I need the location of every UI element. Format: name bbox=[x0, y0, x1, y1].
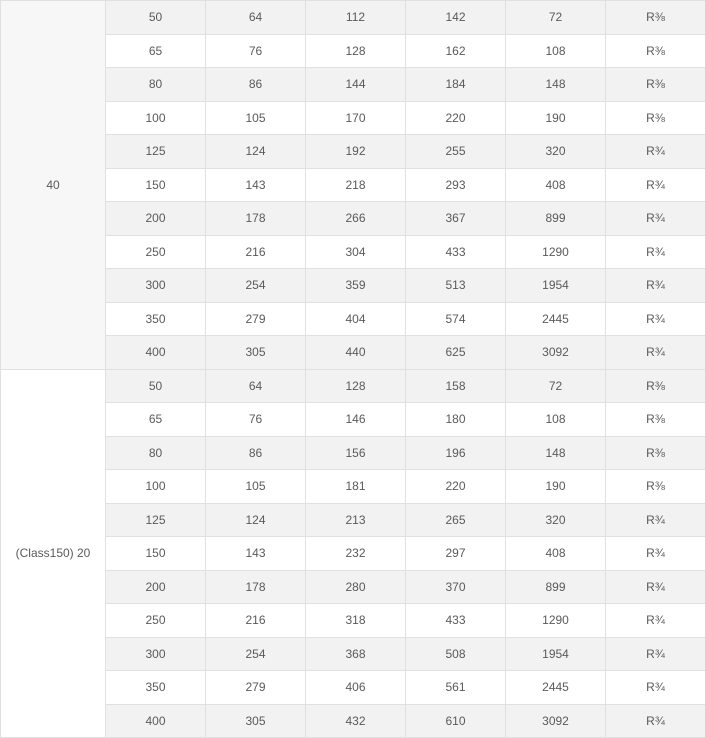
table-row bbox=[1, 302, 705, 336]
cell-thread: R¾ bbox=[606, 302, 705, 336]
cell-b: 368 bbox=[306, 637, 406, 671]
cell-thread: R¾ bbox=[606, 168, 705, 202]
table-row bbox=[1, 235, 705, 269]
cell-size: 150 bbox=[106, 537, 206, 571]
cell-c: 255 bbox=[406, 135, 506, 169]
cell-thread: R¾ bbox=[606, 202, 705, 236]
cell-b: 304 bbox=[306, 235, 406, 269]
cell-b: 440 bbox=[306, 336, 406, 370]
cell-d: 72 bbox=[506, 1, 606, 35]
table-row bbox=[1, 570, 705, 604]
cell-thread: R¾ bbox=[606, 604, 705, 638]
cell-size: 200 bbox=[106, 570, 206, 604]
cell-a: 76 bbox=[206, 34, 306, 68]
table-row bbox=[1, 101, 705, 135]
cell-b: 404 bbox=[306, 302, 406, 336]
cell-a: 64 bbox=[206, 369, 306, 403]
table-row bbox=[1, 671, 705, 705]
cell-size: 250 bbox=[106, 604, 206, 638]
cell-b: 192 bbox=[306, 135, 406, 169]
cell-a: 216 bbox=[206, 604, 306, 638]
cell-d: 148 bbox=[506, 68, 606, 102]
cell-d: 3092 bbox=[506, 704, 606, 738]
cell-thread: R⅜ bbox=[606, 68, 705, 102]
cell-a: 86 bbox=[206, 436, 306, 470]
cell-d: 899 bbox=[506, 570, 606, 604]
cell-c: 370 bbox=[406, 570, 506, 604]
cell-c: 367 bbox=[406, 202, 506, 236]
cell-b: 432 bbox=[306, 704, 406, 738]
cell-b: 213 bbox=[306, 503, 406, 537]
cell-a: 178 bbox=[206, 570, 306, 604]
table-row bbox=[1, 503, 705, 537]
group-label-cell: 40 bbox=[1, 1, 106, 370]
cell-thread: R⅜ bbox=[606, 34, 705, 68]
cell-b: 359 bbox=[306, 269, 406, 303]
cell-c: 196 bbox=[406, 436, 506, 470]
cell-thread: R¾ bbox=[606, 269, 705, 303]
cell-thread: R¾ bbox=[606, 235, 705, 269]
cell-c: 180 bbox=[406, 403, 506, 437]
table-body bbox=[1, 1, 705, 738]
cell-d: 148 bbox=[506, 436, 606, 470]
cell-d: 108 bbox=[506, 34, 606, 68]
cell-thread: R¾ bbox=[606, 336, 705, 370]
cell-thread: R⅜ bbox=[606, 403, 705, 437]
table-row bbox=[1, 470, 705, 504]
cell-a: 105 bbox=[206, 101, 306, 135]
cell-b: 232 bbox=[306, 537, 406, 571]
cell-size: 50 bbox=[106, 1, 206, 35]
cell-a: 305 bbox=[206, 336, 306, 370]
table-row bbox=[1, 68, 705, 102]
cell-c: 293 bbox=[406, 168, 506, 202]
cell-thread: R¾ bbox=[606, 704, 705, 738]
cell-a: 279 bbox=[206, 302, 306, 336]
cell-thread: R¾ bbox=[606, 570, 705, 604]
cell-d: 320 bbox=[506, 135, 606, 169]
cell-c: 513 bbox=[406, 269, 506, 303]
cell-a: 64 bbox=[206, 1, 306, 35]
cell-c: 220 bbox=[406, 470, 506, 504]
cell-c: 162 bbox=[406, 34, 506, 68]
table-row bbox=[1, 604, 705, 638]
cell-size: 80 bbox=[106, 436, 206, 470]
cell-thread: R⅜ bbox=[606, 101, 705, 135]
cell-a: 254 bbox=[206, 269, 306, 303]
cell-thread: R¾ bbox=[606, 503, 705, 537]
cell-size: 150 bbox=[106, 168, 206, 202]
cell-c: 265 bbox=[406, 503, 506, 537]
cell-thread: R⅜ bbox=[606, 369, 705, 403]
cell-c: 574 bbox=[406, 302, 506, 336]
cell-a: 305 bbox=[206, 704, 306, 738]
cell-size: 400 bbox=[106, 336, 206, 370]
table-row bbox=[1, 637, 705, 671]
cell-size: 125 bbox=[106, 503, 206, 537]
cell-size: 350 bbox=[106, 671, 206, 705]
cell-b: 112 bbox=[306, 1, 406, 35]
cell-size: 300 bbox=[106, 637, 206, 671]
cell-c: 142 bbox=[406, 1, 506, 35]
cell-size: 65 bbox=[106, 403, 206, 437]
cell-c: 610 bbox=[406, 704, 506, 738]
cell-d: 320 bbox=[506, 503, 606, 537]
cell-c: 158 bbox=[406, 369, 506, 403]
cell-a: 143 bbox=[206, 537, 306, 571]
cell-size: 80 bbox=[106, 68, 206, 102]
cell-c: 297 bbox=[406, 537, 506, 571]
cell-a: 216 bbox=[206, 235, 306, 269]
cell-thread: R¾ bbox=[606, 537, 705, 571]
cell-size: 400 bbox=[106, 704, 206, 738]
table-row bbox=[1, 704, 705, 738]
cell-thread: R⅜ bbox=[606, 1, 705, 35]
cell-b: 406 bbox=[306, 671, 406, 705]
cell-thread: R¾ bbox=[606, 135, 705, 169]
cell-size: 100 bbox=[106, 470, 206, 504]
cell-d: 190 bbox=[506, 470, 606, 504]
cell-d: 108 bbox=[506, 403, 606, 437]
cell-b: 170 bbox=[306, 101, 406, 135]
table-row bbox=[1, 34, 705, 68]
cell-a: 105 bbox=[206, 470, 306, 504]
cell-b: 144 bbox=[306, 68, 406, 102]
cell-d: 408 bbox=[506, 168, 606, 202]
cell-c: 220 bbox=[406, 101, 506, 135]
cell-c: 625 bbox=[406, 336, 506, 370]
cell-thread: R⅜ bbox=[606, 436, 705, 470]
table-row bbox=[1, 436, 705, 470]
cell-thread: R¾ bbox=[606, 637, 705, 671]
cell-a: 76 bbox=[206, 403, 306, 437]
cell-b: 318 bbox=[306, 604, 406, 638]
cell-c: 508 bbox=[406, 637, 506, 671]
cell-size: 250 bbox=[106, 235, 206, 269]
cell-size: 300 bbox=[106, 269, 206, 303]
cell-d: 190 bbox=[506, 101, 606, 135]
cell-c: 433 bbox=[406, 604, 506, 638]
cell-b: 181 bbox=[306, 470, 406, 504]
cell-size: 350 bbox=[106, 302, 206, 336]
cell-thread: R¾ bbox=[606, 671, 705, 705]
cell-a: 86 bbox=[206, 68, 306, 102]
cell-size: 100 bbox=[106, 101, 206, 135]
cell-d: 2445 bbox=[506, 671, 606, 705]
cell-b: 128 bbox=[306, 369, 406, 403]
cell-d: 1290 bbox=[506, 604, 606, 638]
cell-size: 125 bbox=[106, 135, 206, 169]
cell-d: 72 bbox=[506, 369, 606, 403]
cell-a: 178 bbox=[206, 202, 306, 236]
cell-d: 1954 bbox=[506, 269, 606, 303]
table-row bbox=[1, 269, 705, 303]
table-row bbox=[1, 403, 705, 437]
cell-thread: R⅜ bbox=[606, 470, 705, 504]
cell-b: 266 bbox=[306, 202, 406, 236]
table-row bbox=[1, 202, 705, 236]
cell-size: 50 bbox=[106, 369, 206, 403]
cell-c: 184 bbox=[406, 68, 506, 102]
cell-a: 254 bbox=[206, 637, 306, 671]
cell-d: 3092 bbox=[506, 336, 606, 370]
cell-c: 433 bbox=[406, 235, 506, 269]
cell-b: 146 bbox=[306, 403, 406, 437]
cell-d: 2445 bbox=[506, 302, 606, 336]
cell-d: 1954 bbox=[506, 637, 606, 671]
cell-b: 156 bbox=[306, 436, 406, 470]
cell-a: 143 bbox=[206, 168, 306, 202]
cell-size: 65 bbox=[106, 34, 206, 68]
table-row bbox=[1, 336, 705, 370]
table-row bbox=[1, 537, 705, 571]
cell-a: 124 bbox=[206, 135, 306, 169]
cell-c: 561 bbox=[406, 671, 506, 705]
table-row bbox=[1, 1, 705, 35]
cell-b: 280 bbox=[306, 570, 406, 604]
cell-b: 218 bbox=[306, 168, 406, 202]
cell-size: 200 bbox=[106, 202, 206, 236]
cell-a: 124 bbox=[206, 503, 306, 537]
cell-d: 1290 bbox=[506, 235, 606, 269]
cell-b: 128 bbox=[306, 34, 406, 68]
cell-a: 279 bbox=[206, 671, 306, 705]
cell-d: 408 bbox=[506, 537, 606, 571]
table-row bbox=[1, 168, 705, 202]
cell-d: 899 bbox=[506, 202, 606, 236]
table-row bbox=[1, 369, 705, 403]
group-label-cell: (Class150) 20 bbox=[1, 369, 106, 738]
table-row bbox=[1, 135, 705, 169]
